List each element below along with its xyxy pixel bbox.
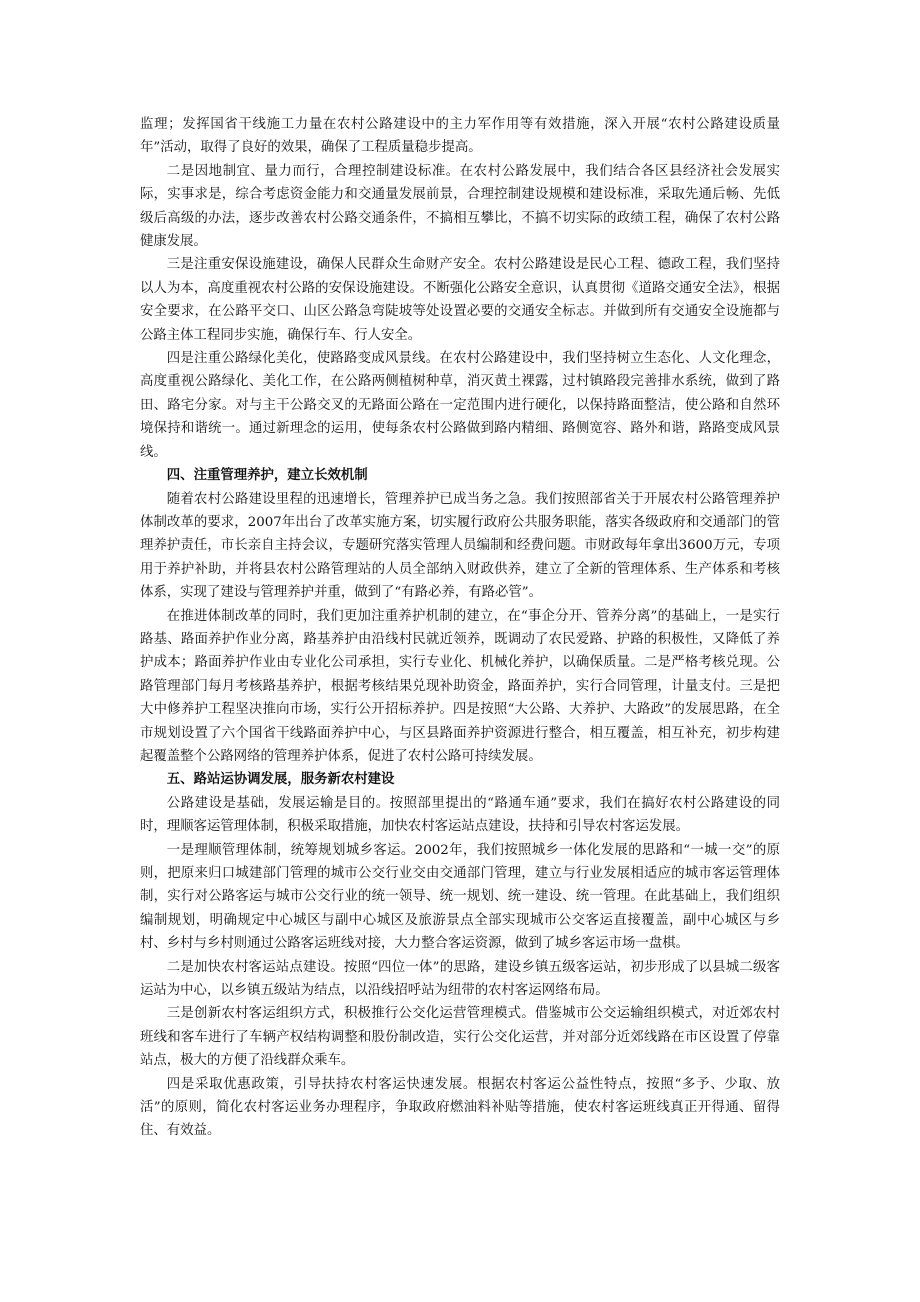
document-page [140,113,780,1143]
paragraph-quality-continuation: 监理；发挥国省干线施工力量在农村公路建设中的主力军作用等有效措施，深入开展“农村公路建设质量年”活动，取得了良好的效果，确保了工程质量稳步提高。 [140,117,780,156]
paragraph-maintenance-reform: 随着农村公路建设里程的迅速增长，管理养护已成当务之急。我们按照部省关于开展农村公路管理养护体制改革的要求，2007年出台了改革实施方案，切实履行政府公共服务职能，落实各级政府和交通部门的管理养护责任，市长亲自主持会议，专题研究落实管理人员编制和经费问题。市财政每年拿出3600万元，专项用于养护补助，并将县农村公路管理站的人员全部纳入财政供养，建立了全新的管理体系、生产体系和考核体系，实现了建设与管理养护并重，做到了“有路必养，有路必管”。 [140,491,780,601]
paragraph-construction-standards: 二是因地制宜、量力而行，合理控制建设标准。在农村公路发展中，我们结合各区县经济社会发展实际，实事求是，综合考虑资金能力和交通量发展前景，合理控制建设规模和建设标准，采取先通后畅、先低级后高级的办法，逐步改善农村公路交通条件，不搞相互攀比，不搞不切实际的政绩工程，确保了农村公路健康发展。 [140,163,780,250]
paragraph-station-construction: 二是加快农村客运站点建设。按照“四位一体”的思路，建设乡镇五级客运站，初步形成了以县城二级客运站为中心，以乡镇五级站为结点，以沿线招呼站为纽带的农村客运网络布局。 [140,959,780,999]
paragraph-greening: 四是注重公路绿化美化，使路路变成风景线。在农村公路建设中，我们坚持树立生态化、人文化理念，高度重视公路绿化、美化工作，在公路两侧植树种草，消灭黄土裸露，过村镇路段完善排水系统，做到了路田、路宅分家。对与主干公路交叉的无路面公路在一定范围内进行硬化，以保持路面整洁，使公路和自然环境保持和谐统一。通过新理念的运用，使每条农村公路做到路内精细、路侧宽容、路外和谐，路路变成风景线。 [140,351,780,460]
section-heading-transport: 五、路站运协调发展，服务新农村建设 [166,772,395,788]
paragraph-preferential-policy: 四是采取优惠政策，引导扶持农村客运快速发展。根据农村客运公益性特点，按照“多予、少取、放活”的原则，简化农村客运业务办理程序，争取政府燃油料补贴等措施，使农村客运班线真正开得通、留得住、有效益。 [140,1076,780,1139]
paragraph-maintenance-mechanism: 在推进体制改革的同时，我们更加注重养护机制的建立，在“事企分开、管养分离”的基础上，一是实行路基、路面养护作业分离，路基养护由沿线村民就近领养，既调动了农民爱路、护路的积极性，又降低了养护成本；路面养护作业由专业化公司承担，实行专业化、机械化养护，以确保质量。二是严格考核兑现。公路管理部门每月考核路基养护，根据考核结果兑现补助资金，路面养护，实行合同管理，计量支付。三是把大中修养护工程坚决推向市场，实行公开招标养护。四是按照“大公路、大养护、大路政”的发展思路，在全市规划设置了六个国省干线路面养护中心，与区县路面养护资源进行整合，相互覆盖，相互补充，初步构建起覆盖整个公路网络的管理养护体系，促进了农村公路可持续发展。 [140,608,780,764]
paragraph-management-system: 一是理顺管理体制，统筹规划城乡客运。2002年，我们按照城乡一体化发展的思路和“一城一交”的原则，把原来归口城建部门管理的城市公交行业交由交通部门管理，建立与行业发展相适应的城市客运管理体制，实行对公路客运与城市公交行业的统一领导、统一规划、统一建设、统一管理。在此基础上，我们组织编制规划，明确规定中心城区与副中心城区及旅游景点全部实现城市公交客运直接覆盖，副中心城区与乡村、乡村与乡村则通过公路客运班线对接，大力整合客运资源，做到了城乡客运市场一盘棋。 [140,842,780,952]
section-heading-maintenance: 四、注重管理养护，建立长效机制 [166,468,368,484]
paragraph-transport-intro: 公路建设是基础，发展运输是目的。按照部里提出的“路通车通”要求，我们在搞好农村公路建设的同时，理顺客运管理体制，积极采取措施，加快农村客运站点建设，扶持和引导农村客运发展。 [140,795,780,835]
paragraph-safety-facilities: 三是注重安保设施建设，确保人民群众生命财产安全。农村公路建设是民心工程、德政工程，我们坚持以人为本，高度重视农村公路的安保设施建设。不断强化公路安全意识，认真贯彻《道路交通安全法》，根据安全要求，在公路平交口、山区公路急弯陡坡等处设置必要的交通安全标志。并做到所有交通安全设施都与公路主体工程同步实施，确保行车、行人安全。 [140,257,780,343]
paragraph-bus-operation: 三是创新农村客运组织方式，积极推行公交化运营管理模式。借鉴城市公交运输组织模式，对近郊农村班线和客车进行了车辆产权结构调整和股份制改造，实行公交化运营，并对部分近郊线路在市区设置了停靠站点，极大的方便了沿线群众乘车。 [140,1006,780,1069]
